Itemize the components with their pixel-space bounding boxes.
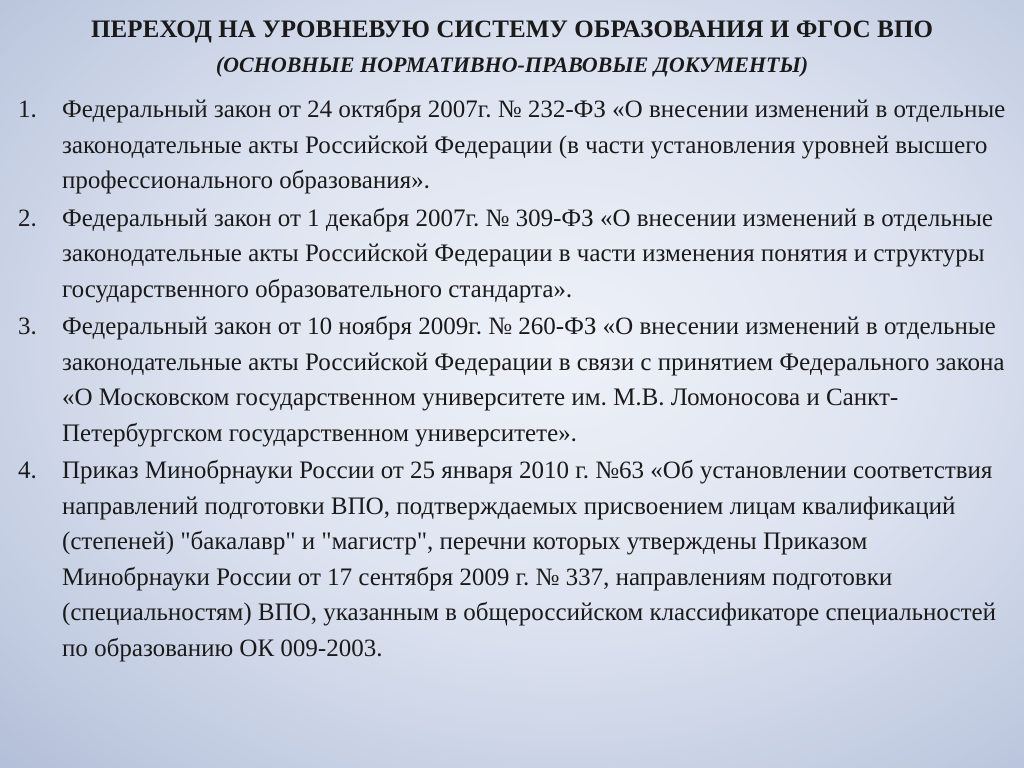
list-item-text: Федеральный закон от 24 октября 2007г. № 232-ФЗ «О внесении изменений в отдельные законодательные акты Российской Федерации (в части установления уровней высшего профессионального образования». (62, 96, 1006, 194)
list-item (18, 201, 1008, 308)
list-item-text: Приказ Минобрнауки России от 25 января 2010 г. №63 «Об установлении соответствия направлений подготовки ВПО, подтверждаемых присвоением лицам квалификаций (степеней) "бакалавр" и "магистр", перечни которых утверждены Приказом Минобрнауки России от 17 сентября 2009 г. № 337, направлениям подготовки (специальностям) ВПО, указанным в общероссийском классификаторе специальностей по образованию ОК 009-2003. (62, 457, 996, 662)
document-list (18, 92, 1008, 668)
list-item-number: 1. (18, 96, 37, 123)
list-item-text: Федеральный закон от 10 ноября 2009г. № 260-ФЗ «О внесении изменений в отдельные законодательные акты Российской Федерации в связи с принятием Федерального закона «О Московском государственном университете им. М.В. Ломоносова и Санкт-Петербургском государственном университете». (62, 313, 1005, 447)
slide-subtitle: (ОСНОВНЫЕ НОРМАТИВНО-ПРАВОВЫЕ ДОКУМЕНТЫ) (215, 52, 809, 77)
list-item-text: Федеральный закон от 1 декабря 2007г. № 309-ФЗ «О внесении изменений в отдельные законодательные акты Российской Федерации в части изменения понятия и структуры государственного образовательного стандарта». (62, 204, 993, 303)
list-item-number: 3. (18, 313, 37, 340)
slide-title: ПЕРЕХОД НА УРОВНЕВУЮ СИСТЕМУ ОБРАЗОВАНИЯ И ФГОС ВПО (90, 16, 934, 43)
list-item (18, 453, 1008, 666)
list-item (18, 92, 1008, 199)
list-item-number: 4. (18, 457, 37, 484)
list-item (18, 309, 1008, 451)
list-item-number: 2. (18, 204, 37, 232)
